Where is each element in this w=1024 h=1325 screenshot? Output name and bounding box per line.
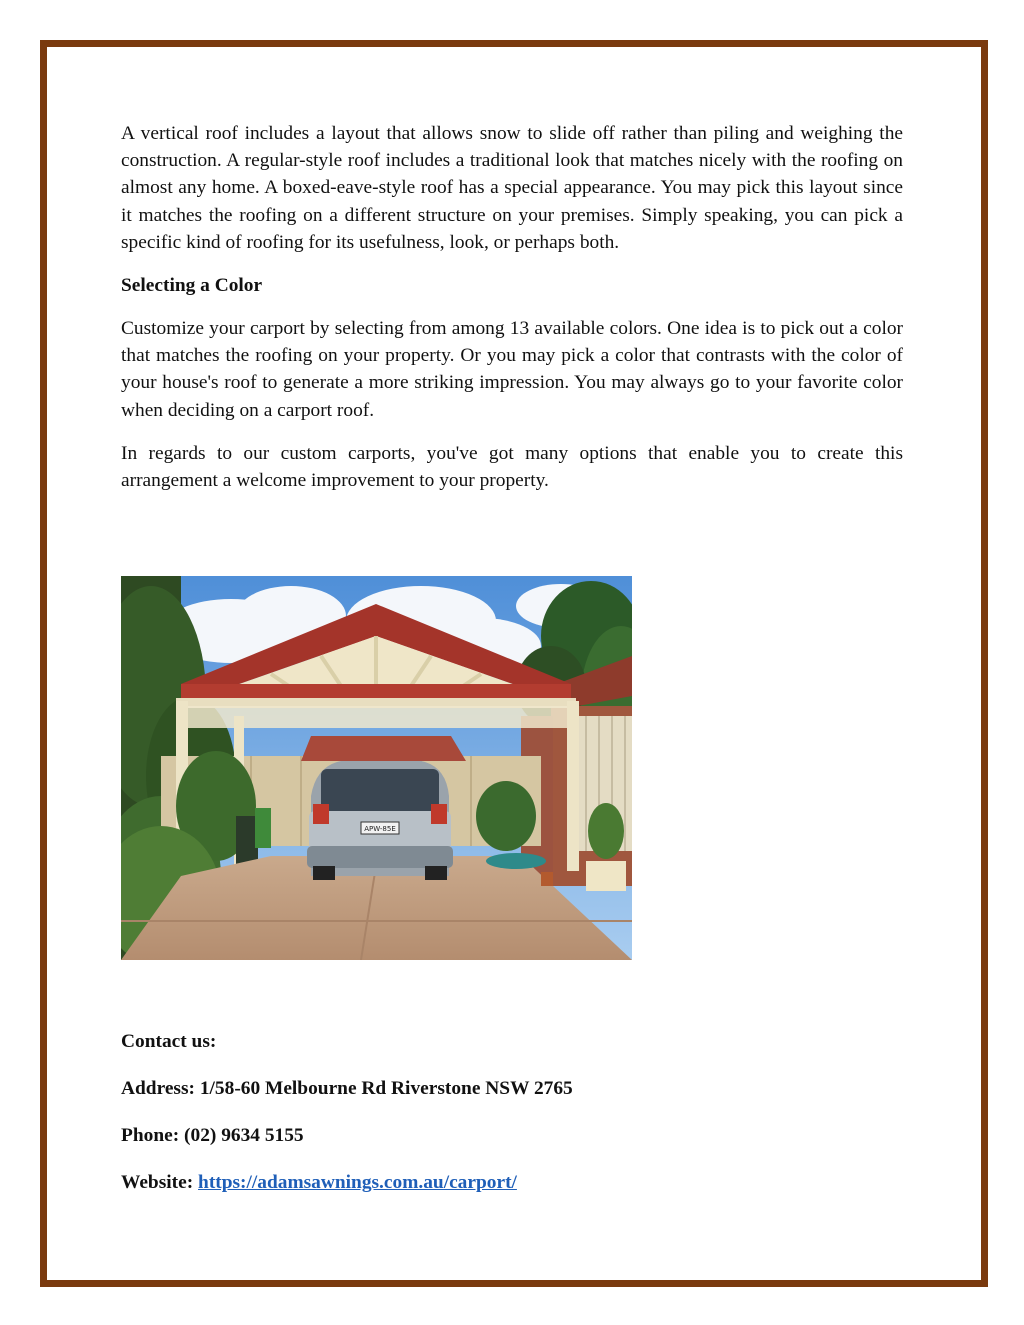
car <box>307 761 453 880</box>
contact-heading: Contact us: <box>121 1031 217 1052</box>
license-plate: APW-85E <box>364 825 396 833</box>
carport-photo <box>121 576 632 960</box>
address-value: 1/58-60 Melbourne Rd Riverstone NSW 2765 <box>199 1078 573 1099</box>
paragraph-custom-carports: In regards to our custom carports, you've got many options that enable you to create this arrangement a welcome improvement to your property. <box>121 442 903 492</box>
contact-website <box>121 1169 903 1196</box>
website-label: Website: <box>121 1172 194 1193</box>
paragraph-color-options: Customize your carport by selecting from among 13 available colors. One idea is to pick out a color that matches the roofing on your property. Or you may pick a color that contrasts with the color of your house's roof to generate a more striking impression. You may always go to your favorite color when deciding on a carport roof. <box>121 318 903 421</box>
phone-value: (02) 9634 5155 <box>184 1125 304 1146</box>
article-body <box>121 120 903 510</box>
paragraph-roof-styles: A vertical roof includes a layout that allows snow to slide off rather than piling and weighing the construction. A regular-style roof includes a traditional look that matches nicely with the roofing on almost any home. A boxed-eave-style roof has a special appearance. You may pick this layout since it matches the roofing on a different structure on your premises. Simply speaking, you can pick a specific kind of roofing for its usefulness, look, or perhaps both. <box>121 123 903 253</box>
contact-phone <box>121 1122 903 1149</box>
phone-label: Phone: <box>121 1125 180 1146</box>
address-label: Address: <box>121 1078 195 1099</box>
section-heading-color: Selecting a Color <box>121 275 263 297</box>
contact-section <box>121 1028 903 1216</box>
contact-address <box>121 1075 903 1102</box>
website-link[interactable]: https://adamsawnings.com.au/carport/ <box>198 1172 517 1193</box>
